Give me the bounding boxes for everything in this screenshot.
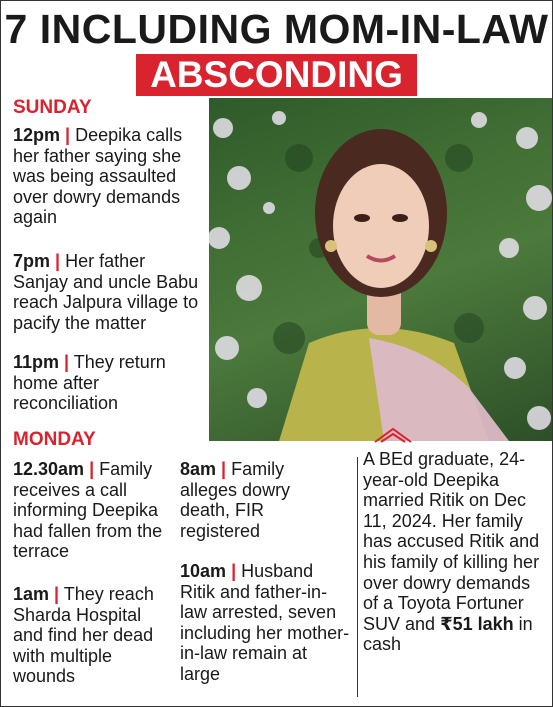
monday-entry-1230am [13,459,177,562]
bride-illustration [209,98,552,441]
caption-amount: ₹51 lakh [440,613,514,634]
sunday-entry-11pm [13,352,183,414]
separator-bar: | [55,251,61,271]
entry-time: 1am [13,584,50,604]
separator-bar: | [231,561,237,581]
entry-time: 11pm [13,352,60,372]
monday-entry-8am [180,459,330,541]
separator-bar: | [64,352,70,372]
entry-time: 12.30am [13,459,85,479]
caption-text: A BEd graduate, 24-year-old Deepika married Ritik on Dec 11, 2024. Her family has accused Ritik and his family of killing her over dowry demands of a Toyota Fortuner SUV and [363,449,540,634]
entry-time: 8am [180,459,217,479]
headline-line-2: ABSCONDING [136,54,417,96]
entry-time: 7pm [13,251,51,271]
entry-text: They reach Sharda Hospital and find her dead with multiple wounds [13,584,154,687]
caption-suffix: in cash [363,613,533,655]
monday-label: MONDAY [13,429,96,450]
entry-text: Family alleges dowry death, FIR registered [180,459,291,541]
sunday-label: SUNDAY [13,97,92,118]
sunday-entry-7pm [13,251,203,333]
entry-text: They return home after reconciliation [13,352,166,414]
entry-text: Deepika calls her father saying she was being assaulted over dowry demands again [13,125,183,228]
separator-bar: | [65,125,71,145]
monday-entry-1am [13,584,173,687]
entry-time: 12pm [13,125,61,145]
separator-bar: | [54,584,60,604]
entry-time: 10am [180,561,227,581]
headline-line-1: 7 INCLUDING MOM-IN-LAW [4,6,549,52]
caption-divider [357,457,358,697]
photo-caption [363,449,549,655]
bride-photo [209,98,552,441]
sunday-entry-12pm [13,125,201,228]
entry-text: Family receives a call informing Deepika had fallen from the terrace [13,459,163,562]
entry-text: Her father Sanjay and uncle Babu reach Jalpura village to pacify the matter [13,251,199,333]
entry-text: Husband Ritik and father-in-law arrested, seven including her mother-in-law remain at large [180,561,350,684]
separator-bar: | [89,459,95,479]
separator-bar: | [221,459,227,479]
monday-entry-10am [180,561,352,685]
photo-pointer-chevron [373,426,413,444]
